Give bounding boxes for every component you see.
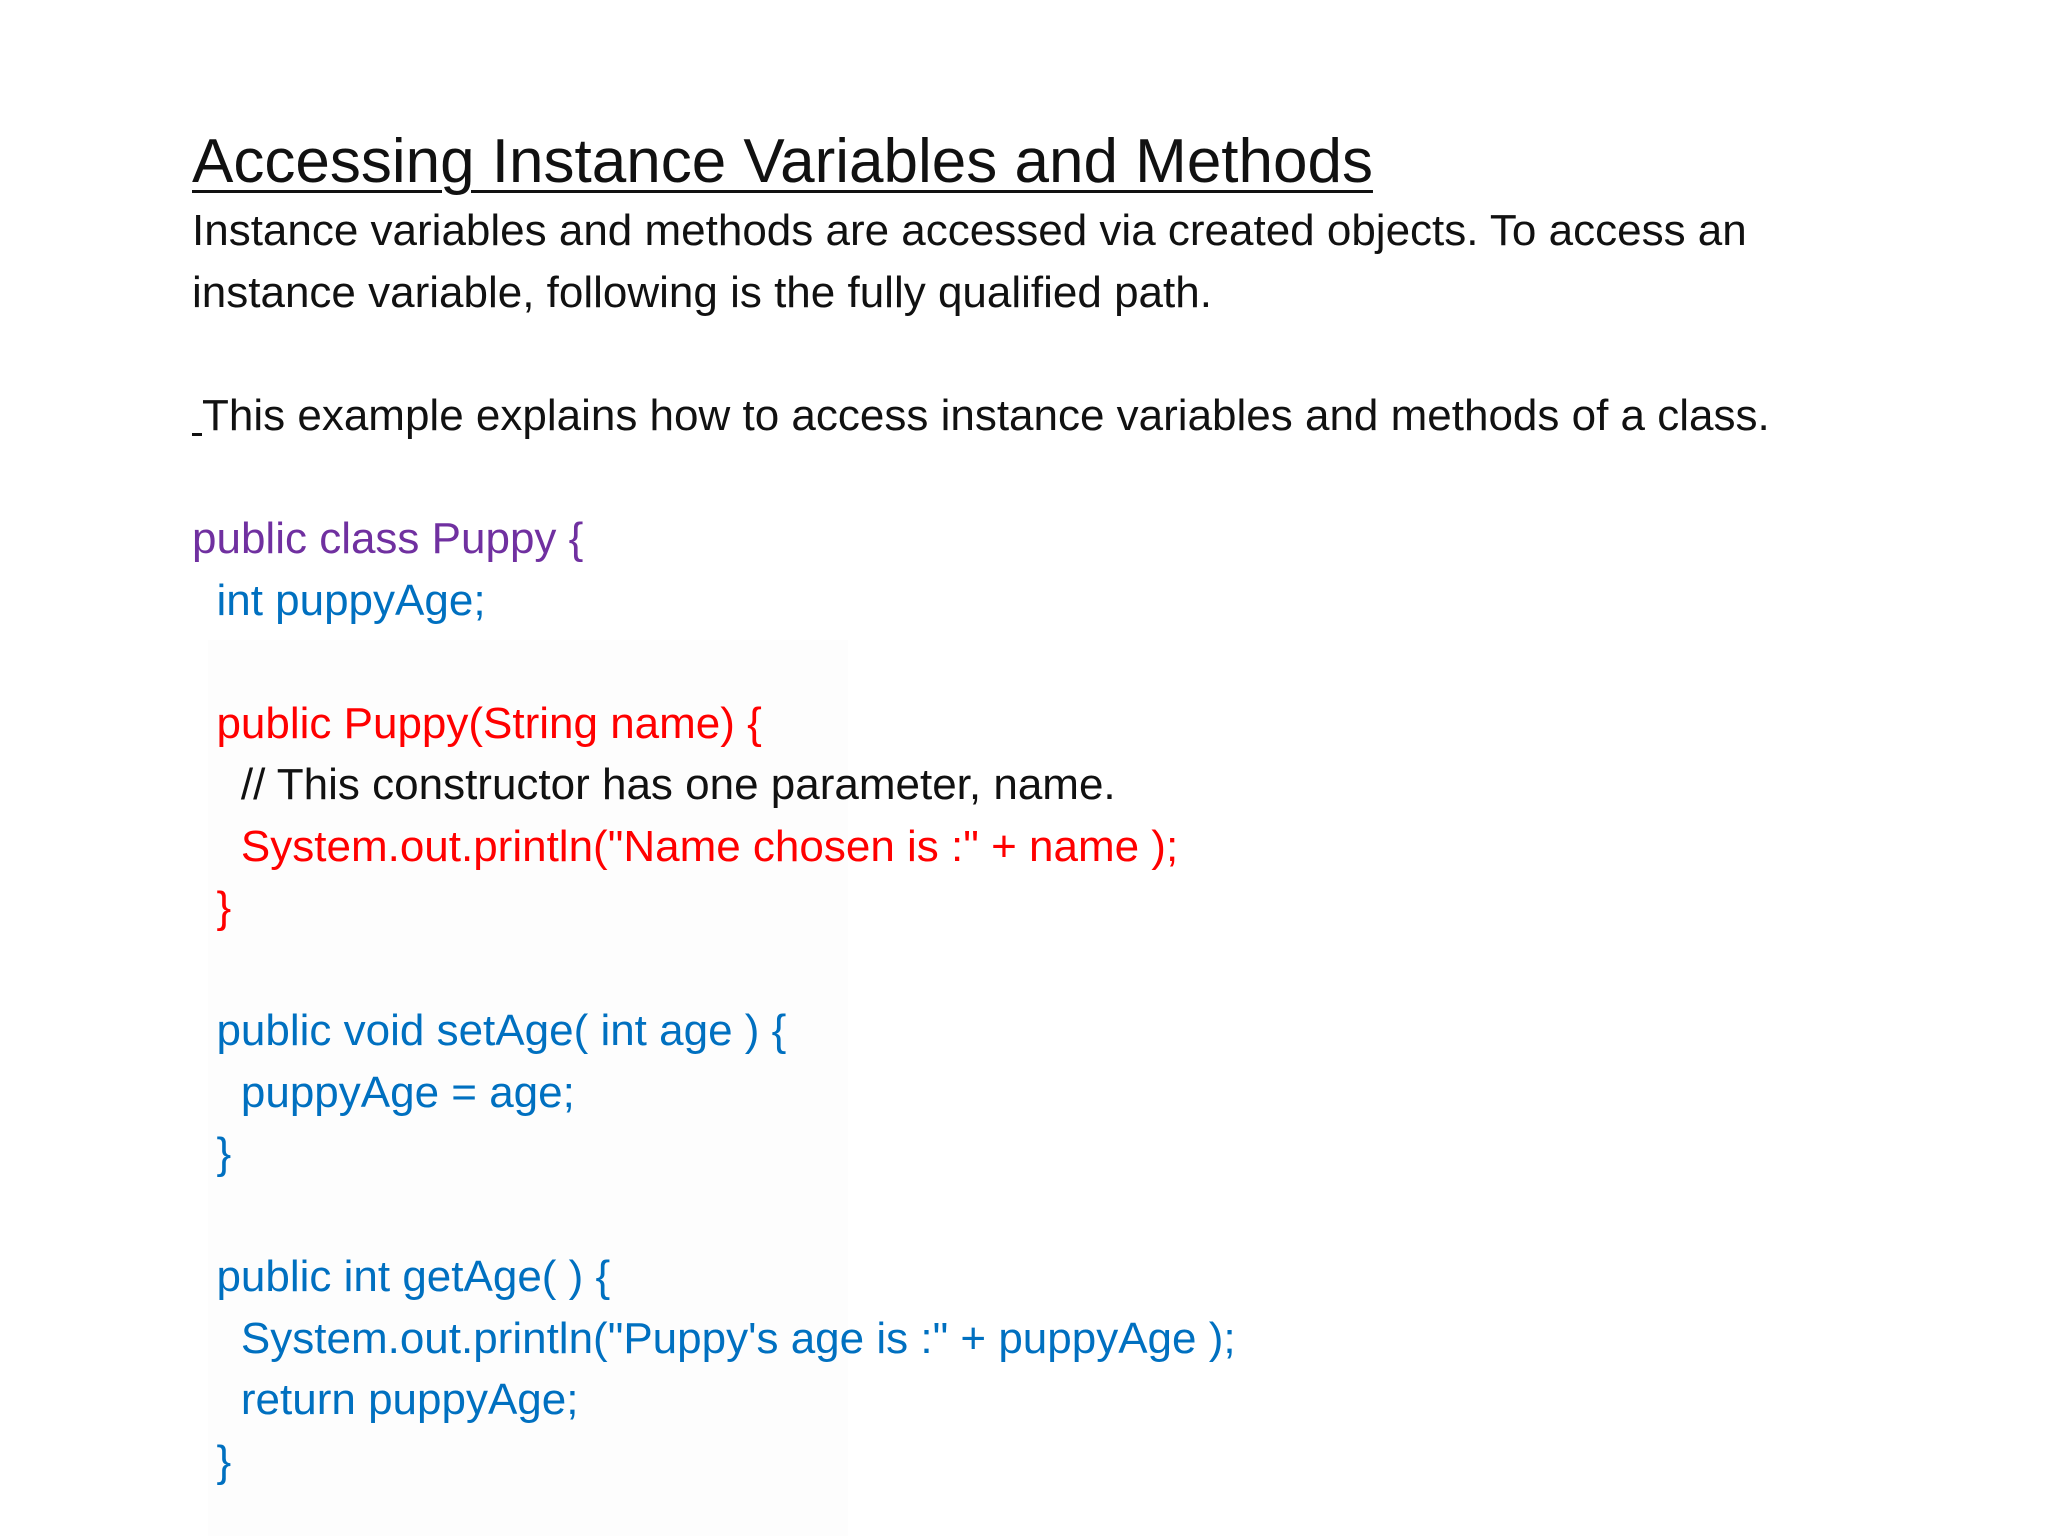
code-line: }: [192, 1436, 232, 1486]
code-line: public Puppy(String name) {: [192, 698, 762, 748]
code-line: }: [192, 883, 232, 932]
code-block: [192, 508, 1236, 1492]
code-line: public void setAge( int age ) {: [192, 1006, 787, 1055]
intro-line-1: Instance variables and methods are accessed via created objects. To access an: [192, 206, 1747, 255]
example-paragraph: [192, 385, 1770, 447]
code-line: }: [192, 1129, 232, 1178]
text-cursor-mark: [192, 433, 202, 436]
code-line: [192, 1185, 1236, 1247]
code-line: public int getAge( ) {: [192, 1252, 611, 1301]
code-line: public class Puppy {: [192, 514, 584, 563]
code-line: puppyAge = age;: [192, 1067, 575, 1117]
slide-title: Accessing Instance Variables and Methods: [192, 127, 1373, 196]
code-line: [192, 631, 1236, 693]
example-text: This example explains how to access instance variables and methods of a class.: [202, 391, 1770, 440]
intro-line-2: instance variable, following is the fully qualified path.: [192, 268, 1212, 317]
intro-paragraph: [192, 200, 1747, 324]
code-line: return puppyAge;: [192, 1375, 579, 1424]
code-line: // This constructor has one parameter, name.: [192, 760, 1116, 809]
code-line: [192, 939, 1236, 1001]
code-line: System.out.println("Puppy's age is :" + puppyAge );: [192, 1313, 1236, 1363]
code-line: int puppyAge;: [192, 575, 486, 625]
code-line: System.out.println("Name chosen is :" + name );: [192, 821, 1179, 871]
